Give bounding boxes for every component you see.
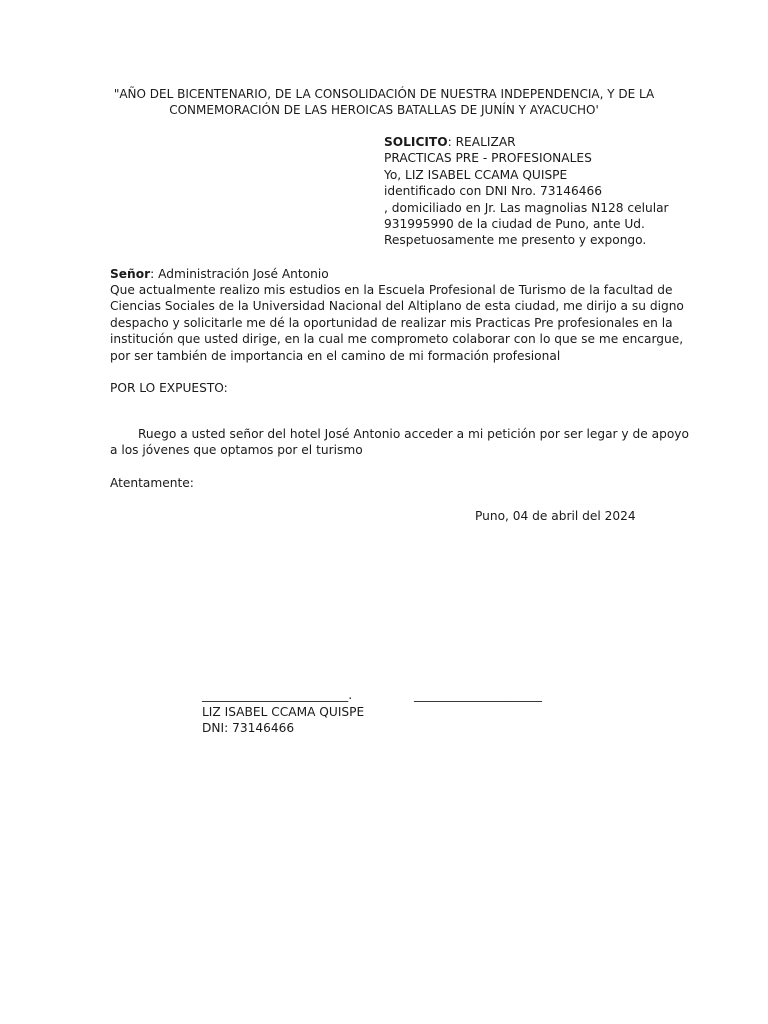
request-line-2: a los jóvenes que optamos por el turismo bbox=[110, 443, 363, 458]
signature-line-right: _____________________ bbox=[414, 688, 542, 702]
body-line: institución que usted dirige, en la cual me comprometo colaborar con lo que se me encargue, bbox=[110, 332, 684, 347]
body-paragraph bbox=[110, 282, 684, 364]
date-line: Puno, 04 de abril del 2024 bbox=[475, 509, 636, 523]
addressee-name: : Administración José Antonio bbox=[150, 267, 329, 281]
request-paragraph bbox=[110, 426, 689, 459]
signer-name: LIZ ISABEL CCAMA QUISPE bbox=[202, 705, 365, 719]
header-line-1: "AÑO DEL BICENTENARIO, DE LA CONSOLIDACIÓN DE NUESTRA INDEPENDENCIA, Y DE LA bbox=[113, 87, 655, 101]
closing: Atentamente: bbox=[110, 476, 194, 490]
body-line: despacho y solicitarle me dé la oportunidad de realizar mis Practicas Pre profesionales en la bbox=[110, 315, 673, 330]
solicito-block bbox=[384, 134, 684, 249]
addressee-label: Señor bbox=[110, 267, 151, 281]
solicito-line: Respetuosamente me presento y expongo. bbox=[384, 233, 647, 248]
solicito-heading bbox=[384, 134, 684, 150]
solicito-line: 931995990 de la ciudad de Puno, ante Ud. bbox=[384, 217, 645, 232]
por-lo-expuesto: POR LO EXPUESTO: bbox=[110, 381, 228, 395]
header-line-2: CONMEMORACIÓN DE LAS HEROICAS BATALLAS DE JUNÍN Y AYACUCHO' bbox=[169, 103, 599, 118]
signer-dni: DNI: 73146466 bbox=[202, 721, 295, 735]
signature-line-left: ________________________. bbox=[202, 688, 353, 702]
addressee-line bbox=[110, 266, 658, 282]
solicito-line: , domiciliado en Jr. Las magnolias N128 celular bbox=[384, 200, 669, 215]
solicito-line: identificado con DNI Nro. 73146466 bbox=[384, 184, 603, 199]
body-line: Ciencias Sociales de la Universidad Nacional del Altiplano de esta ciudad, me dirijo a su digno bbox=[110, 299, 684, 314]
solicito-label: SOLICITO bbox=[384, 135, 448, 149]
solicito-line: PRACTICAS PRE - PROFESIONALES bbox=[384, 151, 592, 166]
request-line-1: Ruego a usted señor del hotel José Antonio acceder a mi petición por ser legar y de apoyo bbox=[138, 427, 689, 441]
solicito-subject: : REALIZAR bbox=[447, 135, 516, 149]
body-line: por ser también de importancia en el camino de mi formación profesional bbox=[110, 348, 561, 363]
body-line: Que actualmente realizo mis estudios en la Escuela Profesional de Turismo de la facultad de bbox=[110, 283, 673, 297]
solicito-line: Yo, LIZ ISABEL CCAMA QUISPE bbox=[384, 167, 568, 182]
header-title bbox=[100, 86, 668, 119]
